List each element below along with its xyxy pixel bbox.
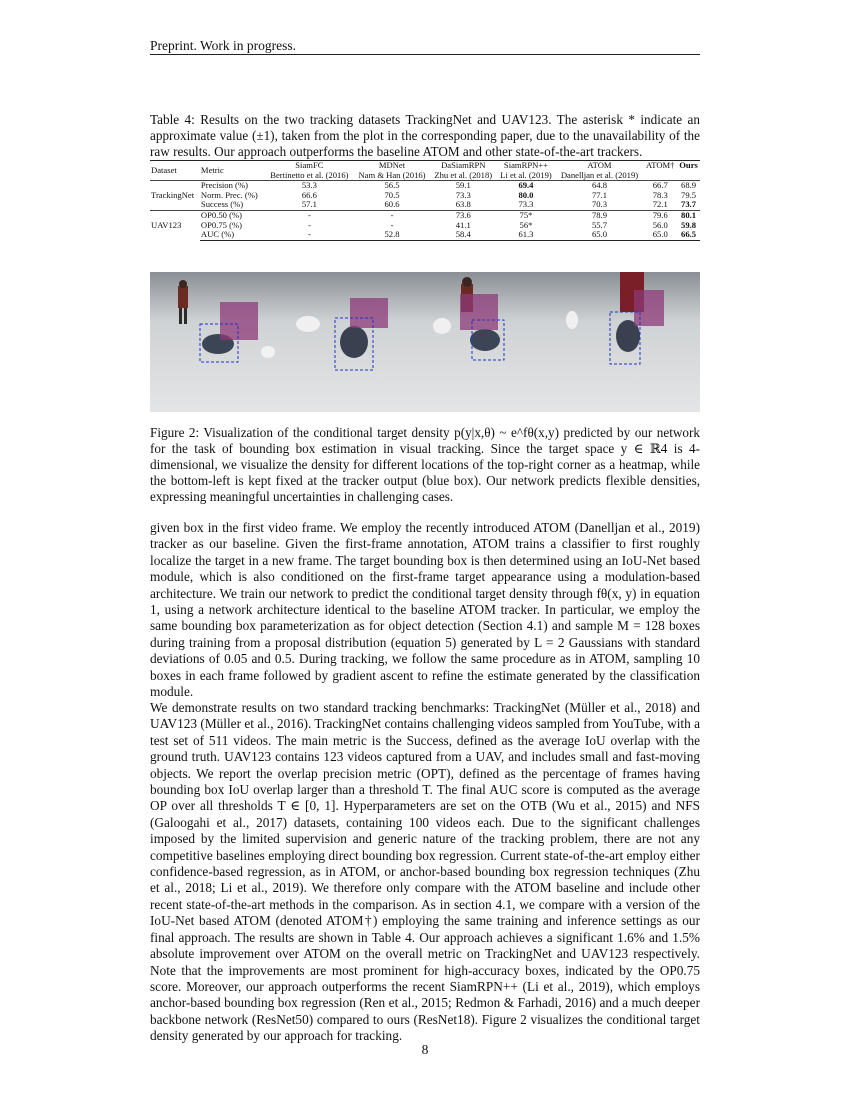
results-table [150,160,700,241]
method-name: ATOM [556,161,644,171]
value-cell: 59.1 [430,181,496,191]
value-cell: 73.7 [681,199,697,210]
dataset-cell: TrackingNet [150,181,200,211]
value-cell: 77.1 [591,189,607,200]
value-cell: 70.3 [591,199,607,210]
frame-3 [425,272,562,412]
table-body [150,181,700,241]
method-ref [643,171,677,181]
value-cell: 61.3 [496,230,555,240]
header-rule [150,54,700,55]
value-cell: 73.6 [430,210,496,220]
value-cell: 78.9 [556,210,644,220]
method-name: DaSiamRPN [430,161,496,171]
method-name: ATOM† [643,161,677,171]
value-cell: - [265,230,354,240]
value-cell: 55.7 [591,219,607,230]
value-cell: 66.7 [643,181,677,191]
value-cell: 80.0 [518,189,534,200]
value-cell: 68.9 [677,181,700,191]
value-cell: 57.1 [301,199,317,210]
value-cell: 73.3 [518,199,534,210]
value-cell: 60.6 [384,199,400,210]
value-cell: 75* [496,210,555,220]
table-row [150,230,700,240]
value-cell: 69.4 [496,181,555,191]
value-cell: 56.5 [354,181,430,191]
value-cell: 56.0 [652,219,668,230]
metric-cell: Precision (%) [200,181,265,191]
metric-cell: Success (%) [200,199,244,210]
value-cell: 78.3 [652,189,668,200]
value-cell: 70.5 [384,189,400,200]
method-ref: Li et al. (2019) [500,169,552,180]
value-cell: 63.8 [455,199,471,210]
value-cell: 72.1 [652,199,668,210]
value-cell: 79.5 [681,189,697,200]
value-cell: 53.3 [265,181,354,191]
metric-cell: Norm. Prec. (%) [200,189,258,200]
body-paragraph-2: We demonstrate results on two standard tracking benchmarks: TrackingNet (Müller et al., 2018) and UAV123 (Müller et al., 2016). TrackingNet contains challenging videos sampled from YouTube, with a test set of 511 videos. The main metric is the Success, defined as the average IoU overlap with the ground truth. UAV123 contains 123 videos captured from a UAV, and includes small and fast-moving objects. We report the overlap precision metric (OPT), defined as the percentage of frames having bounding box IoU overlap larger than a threshold T. The final AUC score is computed as the average OP over all thresholds T ∈ [0, 1]. Hyperparameters are set on the OTB (Wu et al., 2015) and NFS (Galoogahi et al., 2017) datasets, containing 100 videos each. Due to the significant challenges imposed by the limited supervision and generic nature of the tracking problem, there are not any competitive baselines employing direct bounding box regression. Current state-of-the-art employ either confidence-based regression, as in ATOM, or anchor-based bounding box regression techniques (Zhu et al., 2018; Li et al., 2019). We therefore only compare with the ATOM baseline and include other recent state-of-the-art methods in the comparison. As in section 4.1, we compare with a version of the IoU-Net based ATOM (denoted ATOM†) employing the same training and inference settings as our final approach. The results are shown in Table 4. Our approach achieves a significant 1.6% and 1.5% absolute improvement over ATOM on the overall metric on TrackingNet and UAV123 respectively. Note that the improvements are most prominent for high-accuracy boxes, indicated by the OP0.75 score. Moreover, our approach outperforms the recent SiamRPN++ (Li et al., 2019), which employs anchor-based bounding box regression (Ren et al., 2015; Redmon & Farhadi, 2016) and a much deeper backbone network (ResNet50) compared to ours (ResNet18). Figure 2 visualizes the conditional target density generated by our approach for tracking. [150,700,700,1044]
density-heatmap [350,298,388,328]
value-cell: - [390,219,394,230]
method-name: SiamRPN++ [496,161,555,171]
value-cell: 66.6 [301,189,317,200]
value-cell: 80.1 [677,210,700,220]
col-metric-header: Metric [200,161,265,181]
method-name-ours: Ours [677,161,700,171]
value-cell: 65.0 [643,230,677,240]
frame-1 [150,272,287,412]
value-cell: 41.1 [455,219,471,230]
frame-4 [562,272,700,412]
table-row [150,200,700,210]
value-cell: 64.8 [556,181,644,191]
figure-caption: Figure 2: Visualization of the conditional target density p(y|x,θ) ~ e^fθ(x,y) predicted by our network for the task of bounding box estimation in visual tracking. Since the target space y ∈ ℝ4 is 4-dimensional, we visualize the density for different locations of the top-right corner as a heatmap, while the bottom-left is kept fixed at the tracker output (blue box). Our network predicts flexible densities, expressing meaningful uncertainties in challenging cases. [150,425,700,504]
method-ref: Danelljan et al. (2019) [560,169,639,180]
value-cell: 56* [519,219,533,230]
method-ref: Nam & Han (2016) [358,169,426,180]
dataset-cell: UAV123 [150,210,200,240]
frame-2 [287,272,425,412]
value-cell: 66.5 [677,230,700,240]
method-ref: Zhu et al. (2018) [434,169,493,180]
value-cell: 58.4 [430,230,496,240]
density-heatmap [220,302,258,340]
method-name: SiamFC [265,161,354,171]
value-cell: - [354,210,430,220]
value-cell: - [265,210,354,220]
method-name: MDNet [354,161,430,171]
page-header: Preprint. Work in progress. [150,38,297,53]
col-dataset-header: Dataset [150,161,200,181]
tracking-figure [150,272,700,412]
table-caption: Table 4: Results on the two tracking datasets TrackingNet and UAV123. The asterisk * indicate an approximate value (±1), taken from the plot in the corresponding paper, due to the unavailability of the raw results. Our approach outperforms the baseline ATOM and other state-of-the-art trackers. [150,112,700,159]
density-heatmap [634,290,664,326]
metric-cell: AUC (%) [200,230,265,240]
metric-cell: OP0.75 (%) [200,219,242,230]
body-paragraph-1: given box in the first video frame. We employ the recently introduced ATOM (Danelljan et al., 2019) tracker as our baseline. Given the first-frame annotation, ATOM trains a classifier to first roughly localize the target in a new frame. The target bounding box is then determined using an IoU-Net based module, which is also conditioned on the first-frame target appearance using a modulation-based architecture. We train our network to predict the conditional target density through fθ(x, y) in equation 1, using a network architecture identical to the baseline ATOM tracker. In particular, we employ the same bounding box parameterization as for object detection (Section 4.1) and sample M = 128 boxes during training from a proposal distribution (equation 5) generated by L = 2 Gaussians with standard deviations of 0.05 and 0.5. During tracking, we follow the same procedure as in ATOM, sampling 10 boxes in each frame followed by gradient ascent to refine the estimate generated by the classification module. [150,520,700,700]
value-cell: 59.8 [681,219,697,230]
value-cell: 52.8 [354,230,430,240]
page-number: 8 [421,1042,429,1057]
density-heatmap [460,294,498,330]
value-cell: - [307,219,311,230]
method-ref [677,171,700,181]
value-cell: 73.3 [455,189,471,200]
method-ref: Bertinetto et al. (2016) [270,169,349,180]
value-cell: 79.6 [643,210,677,220]
metric-cell: OP0.50 (%) [200,210,265,220]
value-cell: 65.0 [556,230,644,240]
tracking-frames [150,272,700,412]
